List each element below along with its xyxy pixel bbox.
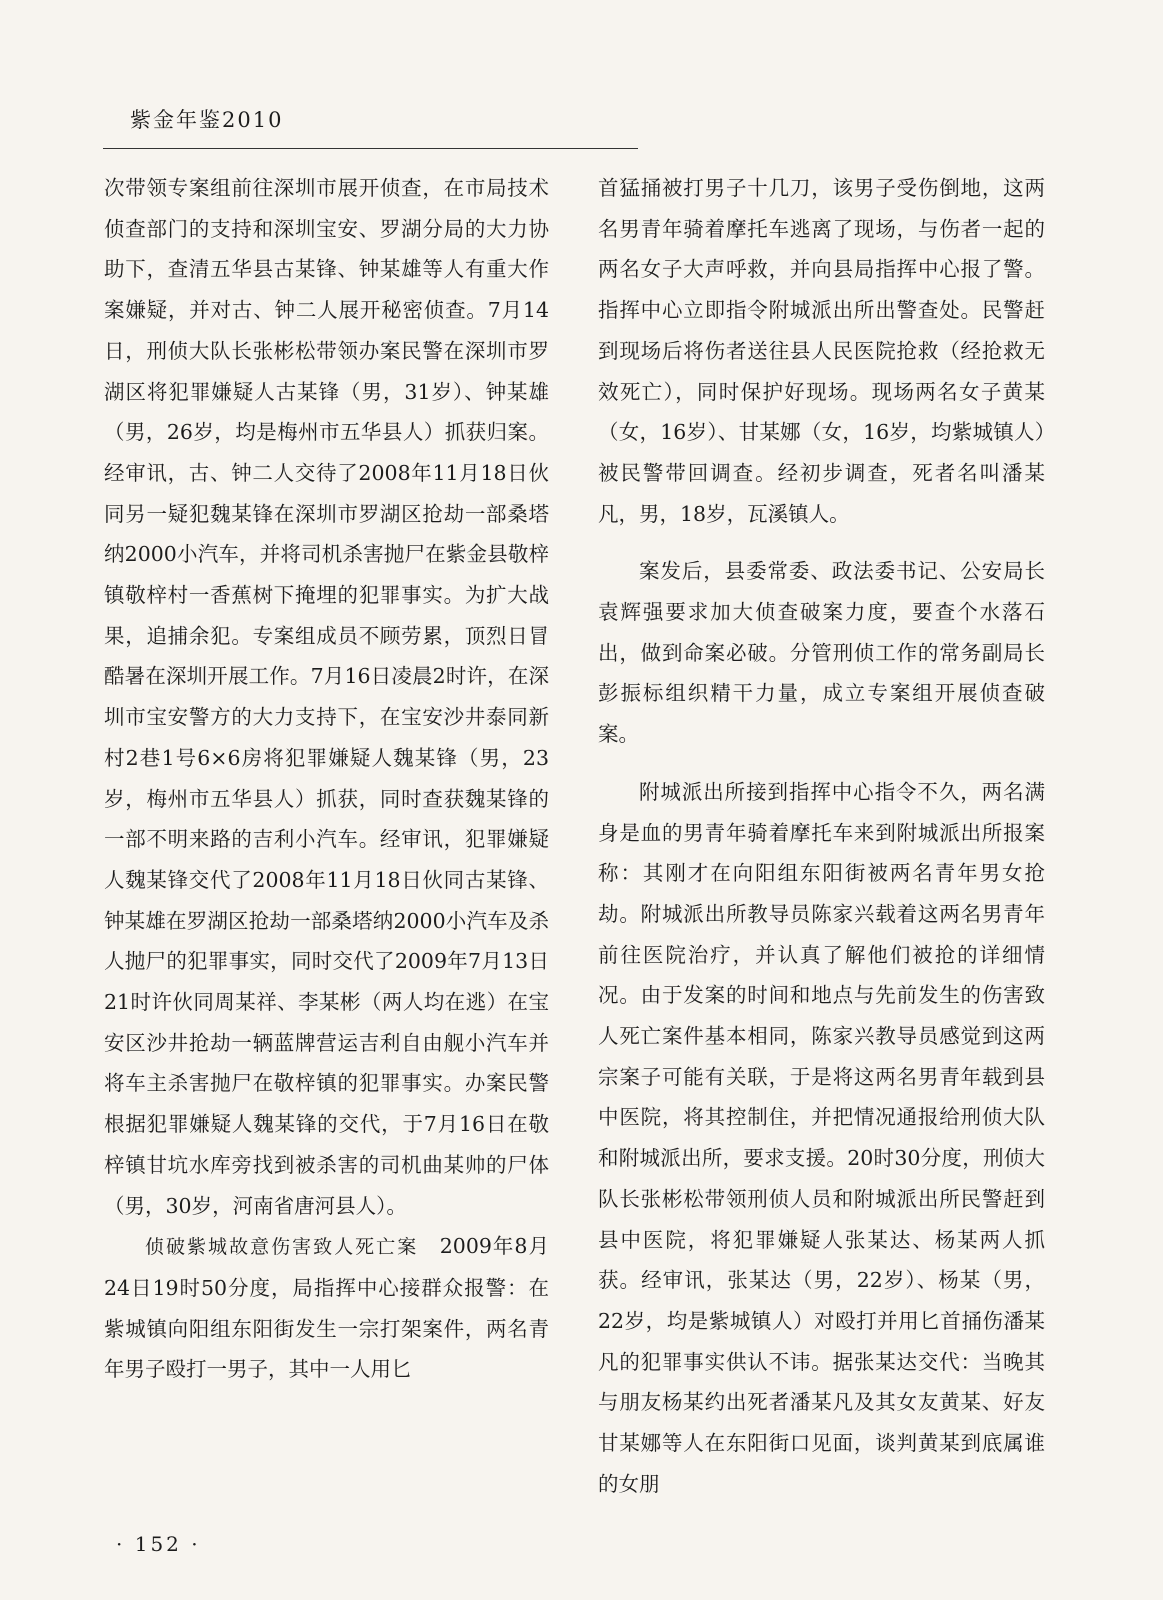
right-paragraph-3: 附城派出所接到指挥中心指令不久，两名满身是血的男青年骑着摩托车来到附城派出所报案称：其刚才在向阳组东阳街被两名青年男女抢劫。附城派出所教导员陈家兴载着这两名男青年前往医院治疗，并认真了解他们被抢的详细情况。由于发案的时间和地点与先前发生的伤害致人死亡案件基本相同，陈家兴教导员感觉到这两宗案子可能有关联，于是将这两名男青年载到县中医院，将其控制住，并把情况通报给刑侦大队和附城派出所，要求支援。20时30分度，刑侦大队长张彬松带领刑侦人员和附城派出所民警赶到县中医院，将犯罪嫌疑人张某达、杨某两人抓获。经审讯，张某达（男，22岁）、杨某（男，22岁，均是紫城镇人）对殴打并用匕首捅伤潘某凡的犯罪事实供认不讳。据张某达交代：当晚其与朋友杨某约出死者潘某凡及其女友黄某、好友甘某娜等人在东阳街口见面，谈判黄某到底属谁的女朋 (598, 779, 1045, 1496)
right-paragraph-1: 首猛捅被打男子十几刀，该男子受伤倒地，这两名男青年骑着摩托车逃离了现场，与伤者一起的两名女子大声呼救，并向县局指挥中心报了警。指挥中心立即指令附城派出所出警查处。民警赶到现场后将伤者送往县人民医院抢救（经抢救无效死亡），同时保护好现场。现场两名女子黄某（女，16岁）、甘某娜（女，16岁，均紫城镇人）被民警带回调查。经初步调查，死者名叫潘某凡，男，18岁，瓦溪镇人。 (598, 176, 1045, 526)
left-paragraph-1: 次带领专案组前往深圳市展开侦查，在市局技术侦查部门的支持和深圳宝安、罗湖分局的大力协助下，查清五华县古某锋、钟某雄等人有重大作案嫌疑，并对古、钟二人展开秘密侦查。7月14日，刑侦大队长张彬松带领办案民警在深圳市罗湖区将犯罪嫌疑人古某锋（男，31岁）、钟某雄（男，26岁，均是梅州市五华县人）抓获归案。经审讯，古、钟二人交待了2008年11月18日伙同另一疑犯魏某锋在深圳市罗湖区抢劫一部桑塔纳2000小汽车，并将司机杀害抛尸在紫金县敬梓镇敬梓村一香蕉树下掩埋的犯罪事实。为扩大战果，追捕余犯。专案组成员不顾劳累，顶烈日冒酷暑在深圳开展工作。7月16日凌晨2时许，在深圳市宝安警方的大力支持下，在宝安沙井泰同新村2巷1号6×6房将犯罪嫌疑人魏某锋（男，23岁，梅州市五华县人）抓获，同时查获魏某锋的一部不明来路的吉利小汽车。经审讯，犯罪嫌疑人魏某锋交代了2008年11月18日伙同古某锋、钟某雄在罗湖区抢劫一部桑塔纳2000小汽车及杀人抛尸的犯罪事实，同时交代了2009年7月13日21时许伙同周某祥、李某彬（两人均在逃）在宝安区沙井抢劫一辆蓝牌营运吉利自由舰小汽车并将车主杀害抛尸在敬梓镇的犯罪事实。办案民警根据犯罪嫌疑人魏某锋的交代，于7月16日在敬梓镇甘坑水库旁找到被杀害的司机曲某帅的尸体（男，30岁，河南省唐河县人）。 (104, 176, 549, 1218)
header-rule (103, 148, 638, 149)
right-paragraph-2: 案发后，县委常委、政法委书记、公安局长袁辉强要求加大侦查破案力度，要查个水落石出，做到命案必破。分管刑侦工作的常务副局长彭振标组织精干力量，成立专案组开展侦查破案。 (598, 559, 1045, 747)
section-body: 2009年8月24日19时50分度，局指挥中心接群众报警：在紫城镇向阳组东阳街发生一宗打架案件，两名青年男子殴打一男子，其中一人用匕 (104, 1234, 549, 1382)
running-header: 紫金年鉴2010 (130, 108, 284, 132)
page-number: · 152 · (116, 1532, 201, 1556)
left-paragraph-2 (104, 1226, 549, 1390)
section-title: 侦破紫城故意伤害致人死亡案 (145, 1236, 419, 1259)
right-column (598, 168, 1045, 1505)
left-column (104, 168, 549, 1390)
